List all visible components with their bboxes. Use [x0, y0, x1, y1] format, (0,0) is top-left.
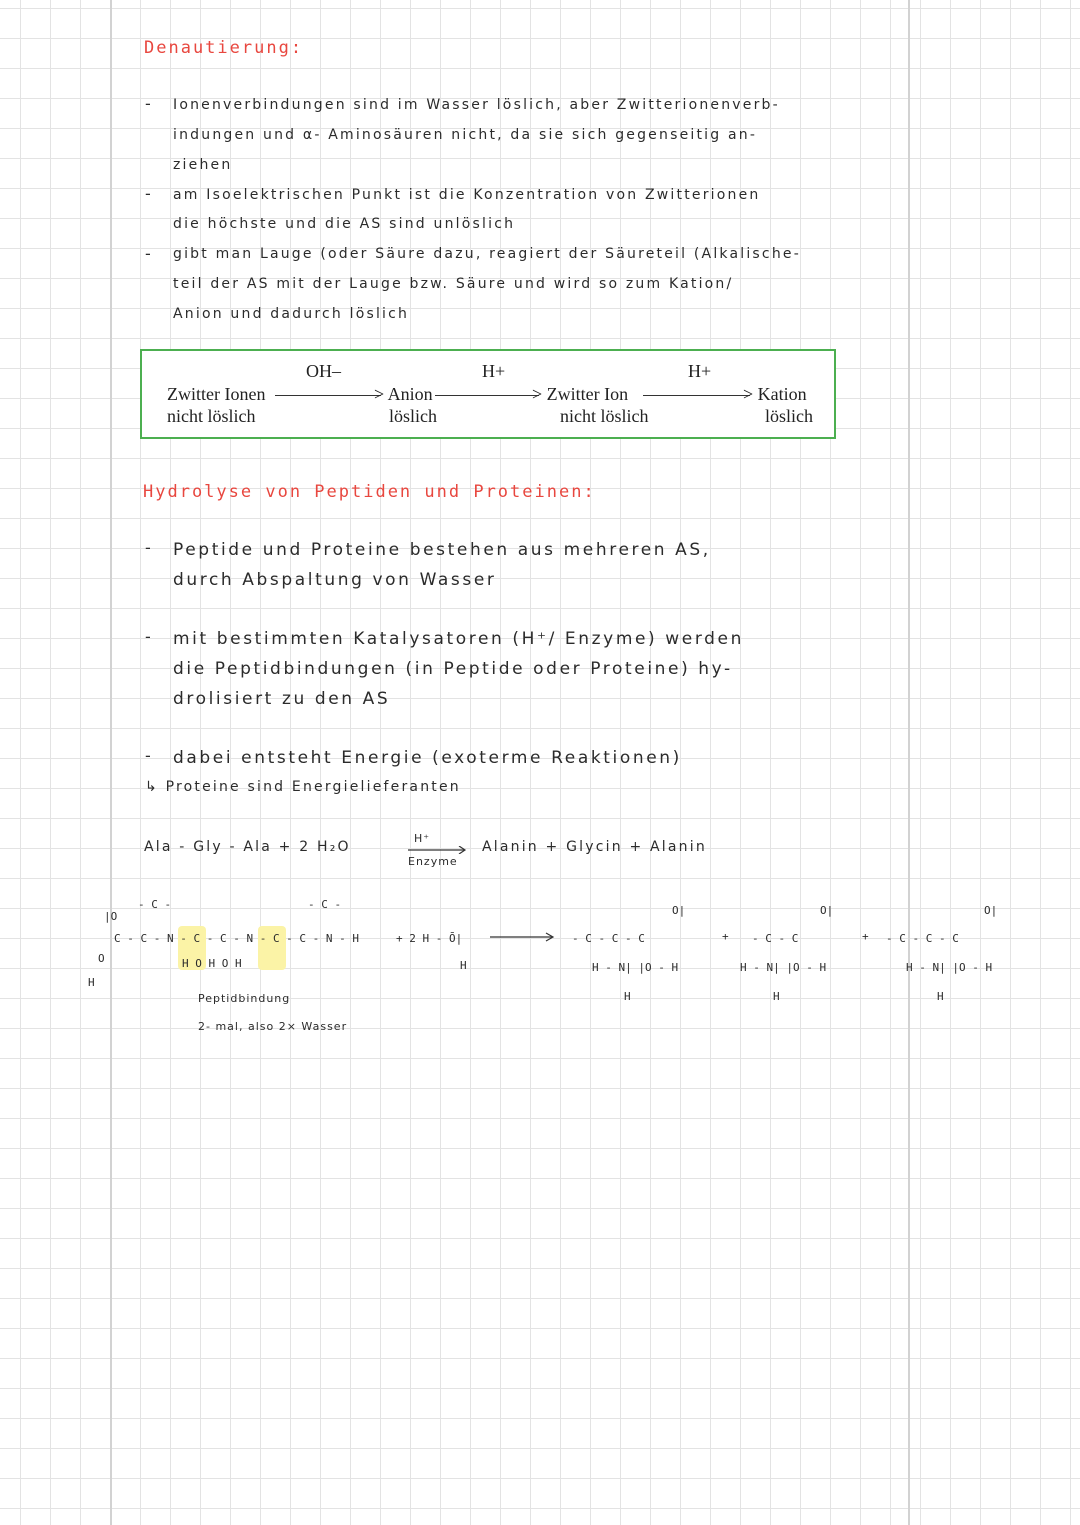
species-label: nicht löslich: [560, 406, 649, 426]
equation-left: Ala - Gly - Ala + 2 H₂O: [144, 839, 351, 855]
text-line: durch Abspaltung von Wasser: [173, 570, 497, 590]
alanine-backbone: - C - C - C: [572, 932, 645, 945]
arrow-line: [275, 395, 381, 396]
reagent-label: H+: [482, 361, 506, 381]
catalyst-label: H⁺: [414, 832, 431, 845]
alanine2-o: O|: [984, 904, 998, 917]
species-label: > Anion: [374, 384, 433, 404]
text-line: Anion und dadurch löslich: [173, 306, 410, 322]
glycine-o: O|: [820, 904, 834, 917]
species-label: löslich: [389, 406, 437, 426]
glycine-amine: H - N| |O - H: [740, 961, 827, 974]
bullet-dash: -: [145, 184, 151, 203]
water-term: + 2 H - Ō|: [396, 932, 463, 945]
reagent-label: OH–: [306, 361, 341, 381]
bullet-dash: -: [145, 244, 151, 263]
tripeptide-side-chain: - C -: [308, 898, 342, 911]
text-line: dabei entsteht Energie (exoterme Reaktionen): [173, 748, 682, 768]
tripeptide-h-row: H O H O H: [182, 957, 242, 970]
glycine-h: H: [773, 990, 780, 1003]
text-line: indungen und α- Aminosäuren nicht, da sie sich gegenseitig an-: [173, 127, 758, 143]
species-label: > Zwitter Ion: [532, 384, 629, 404]
tripeptide-oh: O: [98, 952, 105, 965]
bullet-dash: -: [145, 627, 151, 646]
alanine-amine: H - N| |O - H: [592, 961, 679, 974]
text-line: Ionenverbindungen sind im Wasser löslich, aber Zwitterionenverb-: [173, 97, 780, 113]
text-line: ziehen: [173, 157, 233, 173]
arrow-line: [643, 395, 750, 396]
enzyme-label: Enzyme: [408, 855, 458, 868]
tripeptide-backbone: C - C - N - C - C - N - C - C - N - H: [114, 932, 360, 945]
water-h: H: [460, 959, 467, 972]
alanine-h: H: [624, 990, 631, 1003]
right-margin-line: [908, 0, 910, 1525]
water-count-note: 2- mal, also 2× Wasser: [198, 1020, 348, 1033]
species-label: nicht löslich: [167, 406, 256, 426]
note-line: ↳ Proteine sind Energielieferanten: [145, 779, 461, 795]
text-line: Peptide und Proteine bestehen aus mehreren AS,: [173, 540, 711, 560]
alanine-o: O|: [672, 904, 686, 917]
reaction-scheme-box: [140, 349, 836, 439]
bullet-dash: -: [145, 538, 151, 557]
bullet-dash: -: [145, 746, 151, 765]
text-line: am Isoelektrischen Punkt ist die Konzentration von Zwitterionen: [173, 187, 761, 203]
equation-right: Alanin + Glycin + Alanin: [482, 839, 707, 855]
heading-denaturation: Denautierung:: [144, 38, 304, 58]
text-line: gibt man Lauge (oder Säure dazu, reagiert der Säureteil (Alkalische-: [173, 246, 801, 262]
structure-arrow-icon: [490, 932, 560, 942]
alanine2-backbone: - C - C - C: [886, 932, 959, 945]
left-margin-line: [110, 0, 112, 1525]
text-line: teil der AS mit der Lauge bzw. Säure und wird so zum Kation/: [173, 276, 734, 292]
text-line: drolisiert zu den AS: [173, 689, 391, 709]
tripeptide-h: H: [88, 976, 95, 989]
alanine2-h: H: [937, 990, 944, 1003]
text-line: die Peptidbindungen (in Peptide oder Proteine) hy-: [173, 659, 733, 679]
heading-hydrolysis: Hydrolyse von Peptiden und Proteinen:: [143, 482, 596, 502]
bullet-dash: -: [145, 94, 151, 113]
peptide-bond-label: Peptidbindung: [198, 992, 291, 1005]
species-label: löslich: [765, 406, 813, 426]
reaction-arrow-icon: [408, 846, 472, 854]
text-line: die höchste und die AS sind unlöslich: [173, 216, 516, 232]
species-label: > Kation: [743, 384, 807, 404]
arrow-line: [435, 395, 539, 396]
plus-sign: +: [862, 930, 869, 943]
tripeptide-side-chain: - C -: [138, 898, 172, 911]
text-line: mit bestimmten Katalysatoren (H⁺/ Enzyme) werden: [173, 629, 744, 649]
reagent-label: H+: [688, 361, 712, 381]
glycine-backbone: - C - C: [752, 932, 799, 945]
tripeptide-o-label: |O: [104, 910, 118, 923]
plus-sign: +: [722, 930, 729, 943]
alanine2-amine: H - N| |O - H: [906, 961, 993, 974]
species-label: Zwitter Ionen: [167, 384, 266, 404]
